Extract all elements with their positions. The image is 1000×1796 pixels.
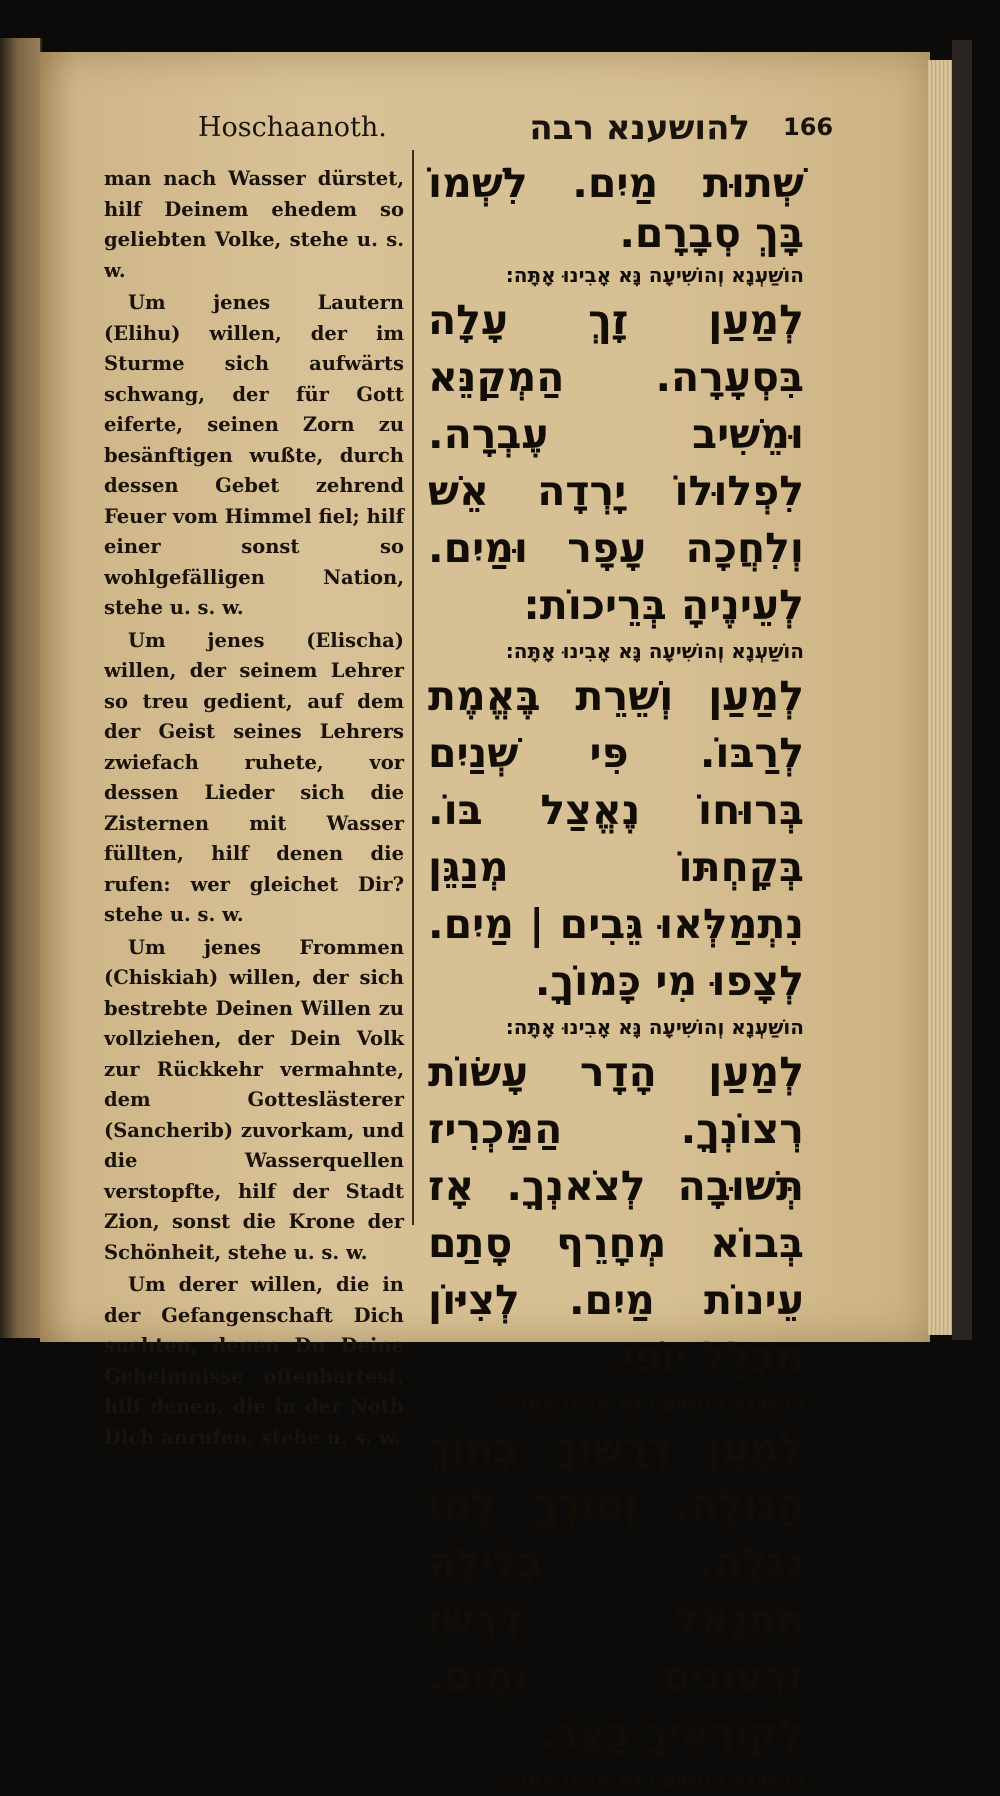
german-paragraph: Um derer willen, die in der Gefangenschaft Dich suchten, denen Du Deine Geheimnisse offenbartest, hilf denen, die in der Noth Dich anrufen, stehe u. s. w. <box>104 1273 404 1449</box>
running-header-hebrew: להושענא רבה <box>529 108 750 148</box>
page-number: 166 <box>783 113 834 141</box>
hebrew-text-column <box>428 158 804 1791</box>
previous-page-edge <box>0 38 42 1338</box>
hebrew-refrain: הוֹשַׁעְנָא וְהוֹשִׁיעָה נָּא אָבִינוּ אָתָּה: <box>505 1015 804 1039</box>
column-divider <box>412 150 414 1225</box>
hebrew-verse: לְמַעַן דְּרָשׁוּךָ בְּתוֹךְ הַגּוֹלָה. וְסוֹדְךָ לָמוֹ נִגְלָה. בְּלִילָהּ תִּתְגָּאֵל דִּרְשׁוּ זֵרְעוֹנִים וּמַיִם. לְקוֹרְאֶיךָ בַּצָּר. <box>428 1424 804 1757</box>
hebrew-refrain: הוֹשַׁעְנָא וְהוֹשִׁיעָה נָּא אָבִינוּ אָתָּה: <box>505 1391 804 1415</box>
book-cover <box>952 40 972 1340</box>
hebrew-verse: לְמַעַן זָךְ עָלָה בִּסְעָרָה. הַמְקַנֵּא וּמֵשִׁיב עֶבְרָה. לִפְלוּלוֹ יָרְדָה אֵשׁ וְלִחֲכָה עָפָר וּמַיִם. לְעֵינֶיהָ בְּרֵיכוֹת: <box>428 296 804 629</box>
hebrew-refrain: הוֹשַׁעְנָא וְהוֹשִׁיעָה נָּא אָבִינוּ אָתָּה: <box>505 263 804 287</box>
hebrew-verse: שְׁתוּת מַיִם. לִשְׁמוֹ בָּךְ סְבָרָם. <box>428 159 804 257</box>
german-paragraph: Um jenes (Elischa) willen, der seinem Lehrer so treu gedient, auf dem der Geist seines Lehrers zwiefach ruhete, vor dessen Lieder sich die Zisternen mit Wasser füllten, hilf denen die rufen: wer gleichet Dir? stehe u. s. w. <box>104 628 404 926</box>
hebrew-refrain: הוֹשַׁעְנָא וְהוֹשִׁיעָה נָּא אָבִינוּ אָתָּה: <box>505 1767 804 1791</box>
hebrew-verse: לְמַעַן וְשֵׁרֵת בֶּאֱמֶת לְרַבּוֹ. פִּי שְׁנַיִם בְּרוּחוֹ נֶאֱצַל בּוֹ. בְּקָחְתּוֹ מְנַגֵּן נִתְמַלְּאוּ גֵּבִים | מַיִם. לְצָפוּ מִי כָּמוֹךָ. <box>428 672 804 1005</box>
page-stack-edge <box>928 60 955 1335</box>
german-paragraph: Um jenes Lautern (Elihu) willen, der im Sturme sich aufwärts schwang, der für Gott eiferte, seinen Zorn zu besänftigen wußte, durch dessen Gebet zehrend Feuer vom Himmel fiel; hilf einer sonst so wohlgefälligen Nation, stehe u. s. w. <box>104 291 404 619</box>
running-header-german: Hoschaanoth. <box>198 112 387 143</box>
german-translation-column <box>104 164 404 1455</box>
hebrew-refrain: הוֹשַׁעְנָא וְהוֹשִׁיעָה נָּא אָבִינוּ אָתָּה: <box>505 639 804 663</box>
hebrew-verse: לְמַעַן הָדָר עָשׂוֹת רְצוֹנְךָ. הַמַּכְרִיז תְּשׁוּבָה לְצֹאנְךָ. אָז בְּבוֹא מְחָרֵף סָתַם עֵינוֹת מַיִם. לְצִיּוֹן מִכְלַל יוֹפִי. <box>428 1048 804 1381</box>
german-paragraph: Um jenes Frommen (Chiskiah) willen, der sich bestrebte Deinen Willen zu vollziehen, der Dein Volk zur Rückkehr vermahnte, dem Gotteslästerer (Sancherib) zuvorkam, und die Wasserquellen verstopfte, hilf der Stadt Zion, sonst die Krone der Schönheit, stehe u. s. w. <box>104 935 404 1264</box>
german-paragraph: man nach Wasser dürstet, hilf Deinem ehedem so geliebten Volke, stehe u. s. w. <box>104 167 404 282</box>
